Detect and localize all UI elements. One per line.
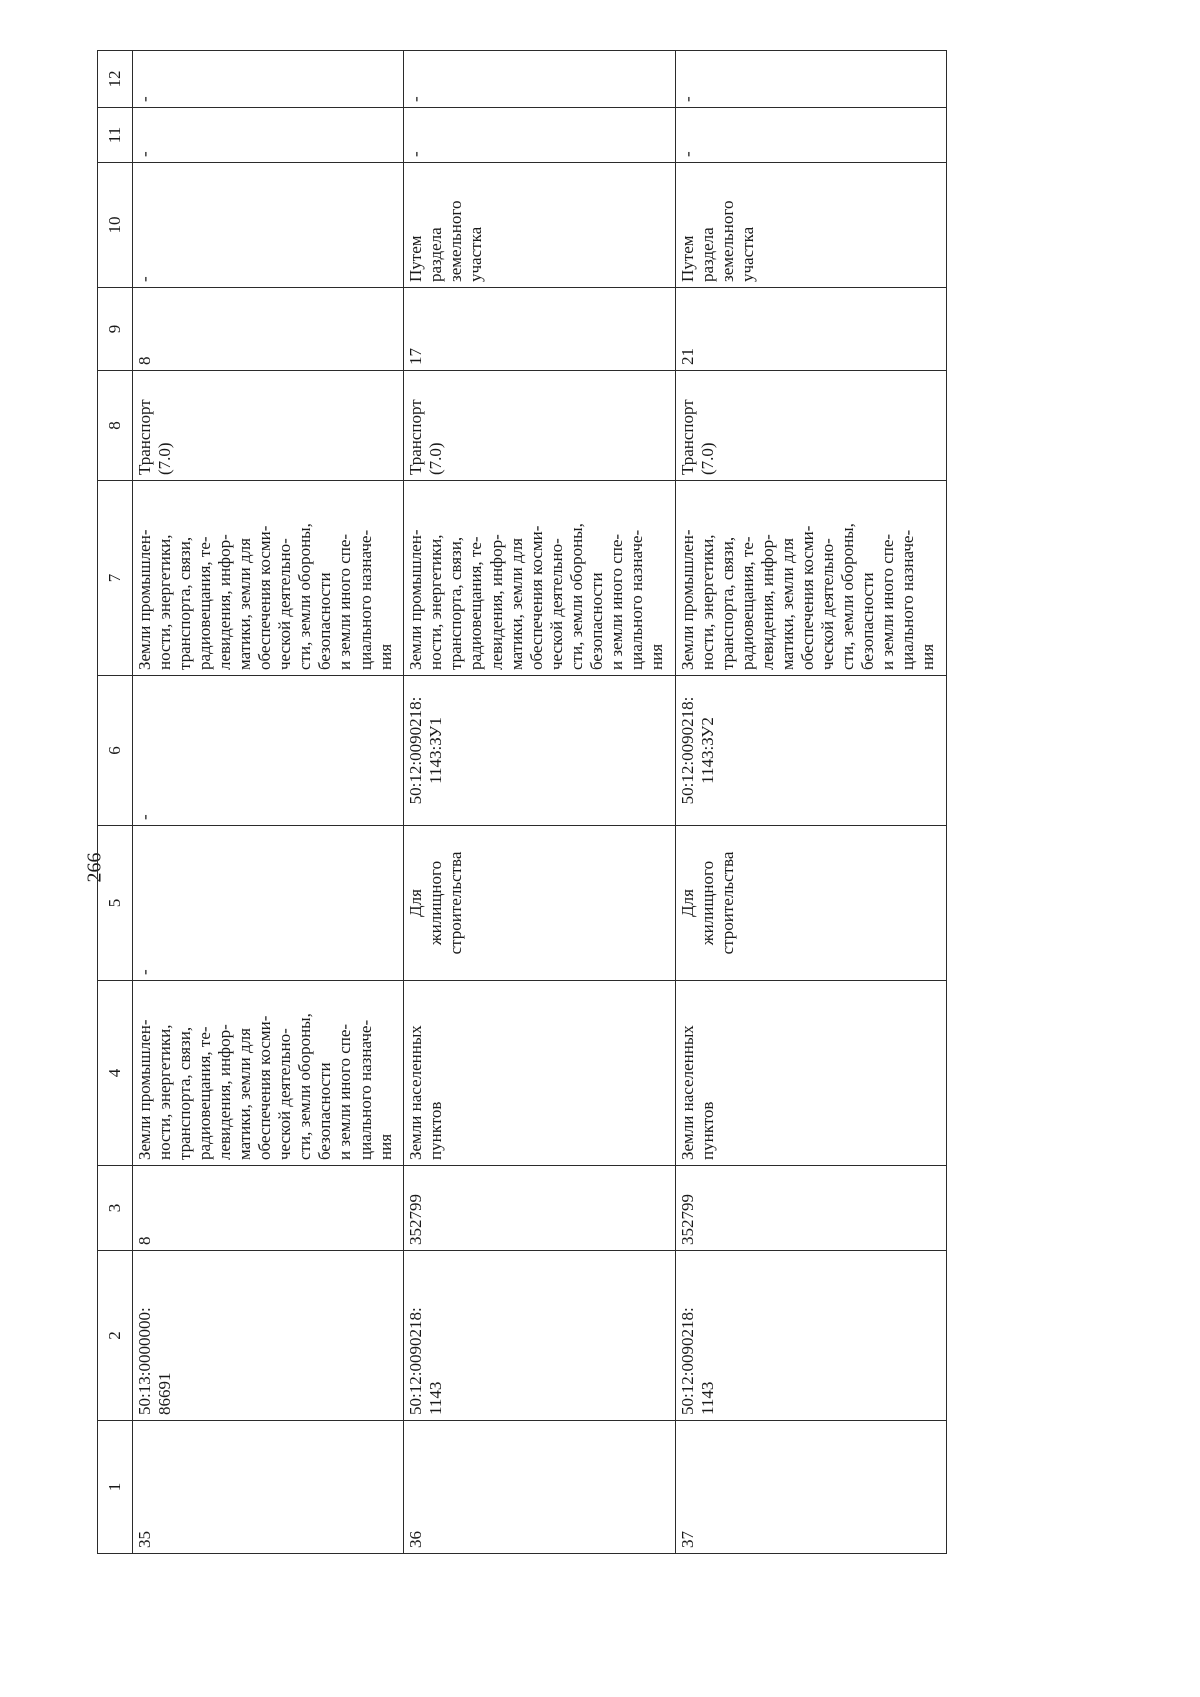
cell-cadastral-number: 50:12:0090218: 1143 [675, 1251, 946, 1421]
cell-formation-method: - [133, 163, 404, 288]
header-cell: 8 [98, 371, 133, 481]
header-cell: 6 [98, 676, 133, 826]
header-cell: 10 [98, 163, 133, 288]
cell-area: 352799 [675, 1166, 946, 1251]
cell-land-category: Земли населенных пунктов [404, 981, 675, 1166]
header-cell: 12 [98, 51, 133, 108]
table-wrapper [97, 51, 947, 1554]
cell-area: 352799 [404, 1166, 675, 1251]
cell-new-area: 21 [675, 288, 946, 371]
cell-land-category: Земли промышлен- ности, энергетики, транспорта, связи, радиовещания, те- левидения, инфор- матики, земли для обеспечения косми- ческой деятельно- сти, земли обороны, безопасности и земли иного спе- циального назначе- ния [133, 981, 404, 1166]
cell-col-11: - [675, 108, 946, 163]
cell-new-area: 8 [133, 288, 404, 371]
cell-new-category: Земли промышлен- ности, энергетики, транспорта, связи, радиовещания, те- левидения, инфор- матики, земли для обеспечения косми- ческой деятельно- сти, земли обороны, безопасности и земли иного спе- циального назначе- ния [404, 481, 675, 676]
cell-new-category: Земли промышлен- ности, энергетики, транспорта, связи, радиовещания, те- левидения, инфор- матики, земли для обеспечения косми- ческой деятельно- сти, земли обороны, безопасности и земли иного спе- циального назначе- ния [675, 481, 946, 676]
cell-permitted-use: Для жилищного строительства [404, 826, 675, 981]
header-cell: 3 [98, 1166, 133, 1251]
cell-new-use: Транспорт (7.0) [133, 371, 404, 481]
table-row [404, 51, 675, 1554]
cell-row-number: 37 [675, 1421, 946, 1554]
cell-new-area: 17 [404, 288, 675, 371]
header-row [98, 51, 133, 1554]
header-cell: 9 [98, 288, 133, 371]
table-row [675, 51, 946, 1554]
cell-new-plot-number: 50:12:0090218: 1143:ЗУ2 [675, 676, 946, 826]
header-cell: 2 [98, 1251, 133, 1421]
cell-new-plot-number: 50:12:0090218: 1143:ЗУ1 [404, 676, 675, 826]
cell-formation-method: Путем раздела земельного участка [675, 163, 946, 288]
table-row [133, 51, 404, 1554]
cell-formation-method: Путем раздела земельного участка [404, 163, 675, 288]
header-cell: 4 [98, 981, 133, 1166]
cell-permitted-use: Для жилищного строительства [675, 826, 946, 981]
cell-cadastral-number: 50:13:0000000: 86691 [133, 1251, 404, 1421]
header-cell: 7 [98, 481, 133, 676]
cell-row-number: 36 [404, 1421, 675, 1554]
cell-row-number: 35 [133, 1421, 404, 1554]
header-cell: 11 [98, 108, 133, 163]
cell-land-category: Земли населенных пунктов [675, 981, 946, 1166]
page-number: 266 [83, 852, 106, 883]
cell-col-12: - [675, 51, 946, 108]
cell-area: 8 [133, 1166, 404, 1251]
cell-new-plot-number: - [133, 676, 404, 826]
cell-col-11: - [133, 108, 404, 163]
land-plot-table [97, 50, 947, 1554]
cell-col-12: - [133, 51, 404, 108]
cell-new-use: Транспорт (7.0) [675, 371, 946, 481]
cell-new-category: Земли промышлен- ности, энергетики, транспорта, связи, радиовещания, те- левидения, инфор- матики, земли для обеспечения косми- ческой деятельно- сти, земли обороны, безопасности и земли иного спе- циального назначе- ния [133, 481, 404, 676]
header-cell: 1 [98, 1421, 133, 1554]
cell-new-use: Транспорт (7.0) [404, 371, 675, 481]
header-cell: 5 [98, 826, 133, 981]
cell-col-12: - [404, 51, 675, 108]
cell-col-11: - [404, 108, 675, 163]
cell-cadastral-number: 50:12:0090218: 1143 [404, 1251, 675, 1421]
cell-permitted-use: - [133, 826, 404, 981]
